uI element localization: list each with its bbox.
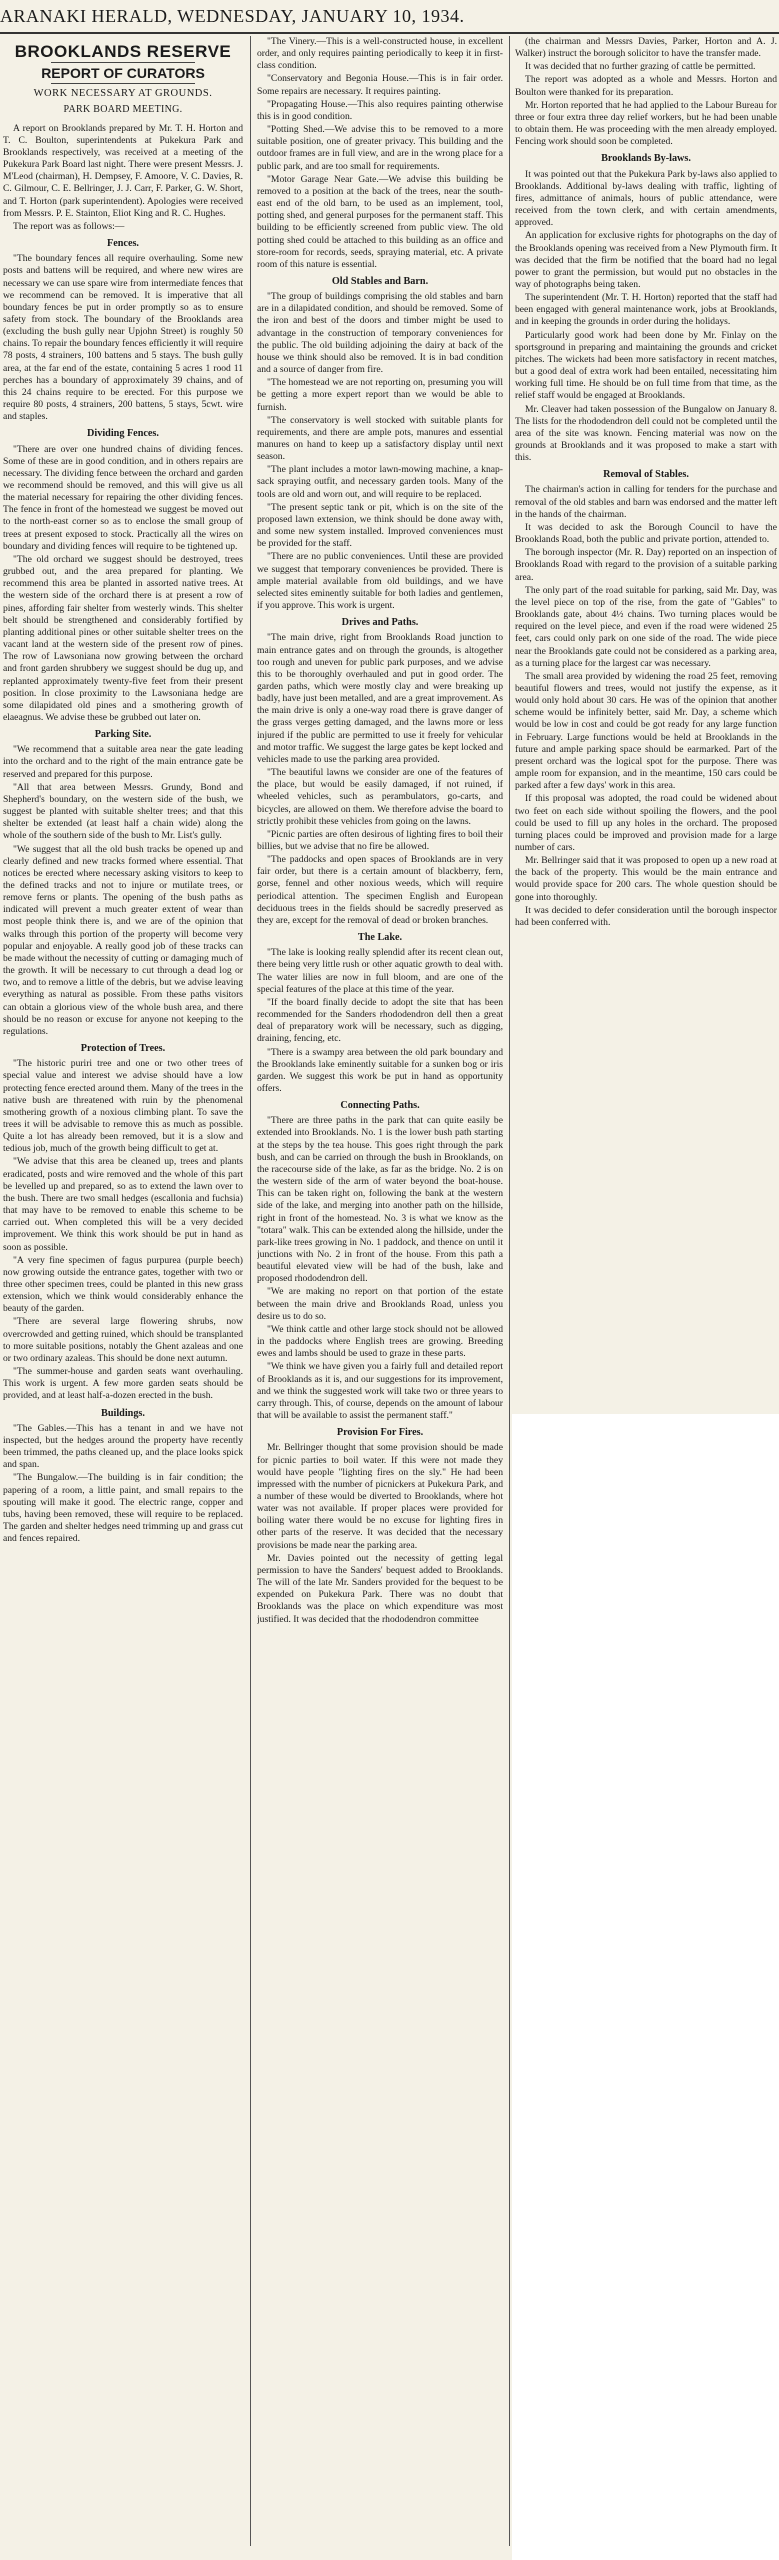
paragraph: "A very fine specimen of fagus purpurea (purple beech) now growing outside the entrance gates, together with two or three other specimen trees, could be planted in this new grass extension, which we think would considerably enhance the beauty of the garden. — [3, 1254, 243, 1315]
paragraph: "There are no public conveniences. Until these are provided we suggest that temporary conveniences be provided. There is ample material available from old buildings, and we have selected sites eminently suitable for both ladies and gentlemen, if you approve. This work is urgent. — [257, 551, 503, 612]
paragraph: "The beautiful lawns we consider are one of the features of the place, but would be easily damaged, if not ruined, if wheeled vehicles, such as perambulators, go-carts, and bicycles, are allowed on them. We therefore advise the board to strictly prohibit these vehicles from going on the lawns. — [257, 767, 503, 827]
paragraph: The chairman's action in calling for tenders for the purchase and removal of the old stables and barn was endorsed and the matter left in the hands of the chairman. — [515, 484, 777, 520]
paragraph: The borough inspector (Mr. R. Day) reported on an inspection of Brooklands Road with regard to the provision of a suitable parking area. — [515, 547, 777, 583]
section-heading: Provision For Fires. — [336, 1427, 424, 1439]
column-1 — [3, 36, 243, 2546]
paragraph: "If the board finally decide to adopt the site that has been recommended for the Sanders rhododendron dell then a great deal of preparatory work will be necessary, such as digging, draining, fencing, etc. — [257, 996, 503, 1045]
sub-subheadline: WORK NECESSARY AT GROUNDS. — [33, 88, 213, 100]
paragraph: "All that area between Messrs. Grundy, Bond and Shepherd's boundary, on the western side of the bush, we suggest be planted with suitable shelter trees; and that this shelter be extended (at least half a chain wide) along the whole of the southern side of the bush to Mr. List's gully. — [3, 781, 243, 842]
paragraph: "The Bungalow.—The building is in fair condition; the papering of a room, a little paint, and small repairs to the spouting will make it good. The electric range, copper and tubs, having been removed, these will require to be replaced. The garden and shelter hedges need trimming up and grass cut and fences repaired. — [3, 1472, 243, 1545]
paragraph: "We think we have given you a fairly full and detailed report of Brooklands as it is, and our suggestions for its improvement, and we think the suggested work will take two or three years to carry through. This, of course, depends on the amount of labour that will be available to assist the permanent staff." — [257, 1361, 503, 1422]
section-heading: Connecting Paths. — [340, 1100, 420, 1112]
paragraph: "The Vinery.—This is a well-constructed house, in excellent order, and only requires painting periodically to keep it in first-class condition. — [257, 36, 503, 72]
paragraph: It was pointed out that the Pukekura Park by-laws also applied to Brooklands. Additional by-laws dealing with traffic, lighting of fires, admittance of animals, hours of public attendance, were received from the town clerk, and with certain amendments, approved. — [515, 168, 777, 229]
paragraph: It was decided that no further grazing of cattle be permitted. — [525, 61, 756, 73]
paragraph: "There are over one hundred chains of dividing fences. Some of these are in good condition, and in others repairs are necessary. The dividing fence between the orchard and garden we recommend should be removed, and this will give us all the material necessary for repairing the other dividing fences. The fence in front of the homestead we suggest be moved out to the north-east corner so as to enclose the small group of trees at present exposed to stock. Practically all the wires on boundary and dividing fences will require to be tightened up. — [3, 443, 243, 552]
paragraph: "The Gables.—This has a tenant in and we have not inspected, but the hedges around the property have recently been trimmed, the paths cleaned up, and the place looks spick and span. — [3, 1422, 243, 1471]
section-heading: Buildings. — [101, 1407, 145, 1419]
headline: BROOKLANDS RESERVE — [14, 42, 232, 61]
paragraph: "We suggest that all the old bush tracks be opened up and clearly defined and new tracks formed where essential. That notices be erected where necessary asking visitors to keep to the defined tracks and not to injure or mutilate trees, or remove ferns or plants. The opening of the bush paths as indicated will prevent a much greater extent of wear than most people think there is, and we are of the opinion that walks through this portion of the property will become very popular and enjoyable. A really good job of these tracks can be made without the necessity of cutting or damaging much of the growth. It will be necessary to cut through a dead log or two, and to remove a little of the debris, but we advise leaving everything as natural as possible. From these paths visitors can obtain a glorious view of the whole bush area, and there should be no reason or excuse for anyone not keeping to the regulations. — [3, 843, 243, 1037]
paragraph: "The homestead we are not reporting on, presuming you will be getting a more expert report than we would be able to furnish. — [257, 377, 503, 413]
masthead — [0, 0, 779, 34]
paragraph: "The plant includes a motor lawn-mowing machine, a knap-sack spraying outfit, and necessary garden tools. Many of the tools are old and worn out, and will require to be replaced. — [257, 464, 503, 500]
section-heading: Old Stables and Barn. — [331, 275, 429, 287]
column-3-body — [515, 36, 777, 929]
paragraph: The only part of the road suitable for parking, said Mr. Day, was the level piece on top of the rise, from the gate of "Gables" to Brooklands gate, about 4½ chains. Two turning places would be required on the level piece, and even if the road were widened 25 feet, cars could only park on one side of the road. The wide piece near the Brooklands gate could not be considered as a parking area, as a turning place for the largest car was necessary. — [515, 584, 777, 669]
paragraph: "The present septic tank or pit, which is on the site of the proposed lawn extension, we think should be done away with, and some new system installed. Improved conveniences must be provided for the staff. — [257, 501, 503, 550]
paragraph: "There are three paths in the park that can quite easily be extended into Brooklands. No. 1 is the lower bush path starting at the steps by the tea house. This goes right through the park bush, and can be carried on through the bush in Brooklands, on the racecourse side of the lake, as far as the bridge. No. 2 is on the western side of the arm of water beyond the boat-house. This can be taken right on, following the bank at the western side of the lake, and merging into another path on the hillside, right in front of the homestead. No. 3 is what we know as the "totara" walk. This can be extended along the hillside, under the park-like trees growing in No. 1 paddock, and thence on until it junctions with No. 2 in front of the house. From this path a beautiful elevated view will be had of the bush, lake and proposed rhododendron dell. — [257, 1115, 503, 1285]
paragraph: The report was adopted as a whole and Messrs. Horton and Boulton were thanked for its preparation. — [515, 74, 777, 98]
paragraph: "Propagating House.—This also requires painting otherwise this is in good condition. — [257, 98, 503, 122]
paragraph: "Picnic parties are often desirous of lighting fires to boil their billies, but we advise that no fire be allowed. — [257, 828, 503, 852]
paragraph: "The conservatory is well stocked with suitable plants for requirements, and there are ample pots, manures and essential manures on hand to keep up a satisfactory display until next season. — [257, 414, 503, 463]
paragraph: "There is a swampy area between the old park boundary and the Brooklands lake eminently suitable for a sunken bog or iris garden. We suggest this work be put in hand as opportunity offers. — [257, 1046, 503, 1094]
paragraph: "We think cattle and other large stock should not be allowed in the paddocks where English trees are growing. Breeding ewes and lambs should be used to graze in these parts. — [257, 1323, 503, 1360]
section-heading: Brooklands By-laws. — [601, 153, 691, 165]
paragraph: An application for exclusive rights for photographs on the day of the Brooklands opening was received from a New Plymouth firm. It was decided that the firm be notified that the board had no legal power to grant the permission, but would put no obstacles in the way of photographs being taken. — [515, 230, 777, 290]
paragraph: Mr. Horton reported that he had applied to the Labour Bureau for three or four extra three day relief workers, but he had been unable to obtain them. He was proceeding with the men already employed. Fencing work should soon be completed. — [515, 99, 777, 148]
paragraph: "The historic puriri tree and one or two other trees of special value and interest we advise should have a low protecting fence erected around them. Many of the trees in the native bush are threatened with ruin by the phenomenal smothering growth of a noxious climbing plant. To save the trees it will be advisable to remove this as much as possible. Quite a lot has already been removed, but it is a slow and tedious job, much of the growth being difficult to get at. — [3, 1058, 243, 1155]
paragraph: "The paddocks and open spaces of Brooklands are in very fair order, but there is a certain amount of blackberry, fern, gorse, fennel and other noxious weeds, which will require periodical attention. The specimen English and European deciduous trees in the fields should be sacredly preserved as they are, except for the removal of dead or broken branches. — [257, 854, 503, 926]
headline-rule — [51, 62, 195, 63]
section-heading: Drives and Paths. — [341, 617, 419, 629]
paragraph: "We recommend that a suitable area near the gate leading into the orchard and to the right of the main entrance gate be reserved and prepared for this purpose. — [3, 744, 243, 780]
paragraph: It was decided to defer consideration until the borough inspector had been conferred with. — [515, 904, 777, 928]
paragraph: Particularly good work had been done by Mr. Finlay on the sportsground in preparing and maintaining the grounds and cricket pitches. The wickets had been more satisfactory in recent matches, but a good deal of extra work had been entailed, necessitating him working full time. He should be on full time from that time, as the relief staff would be engaged at Brooklands. — [515, 329, 777, 402]
section-heading: The Lake. — [357, 932, 403, 944]
paragraph: "The group of buildings comprising the old stables and barn are in a dilapidated condition, and should be removed. Some of the iron and best of the doors and timber might be used to advantage in the construction of temporary conveniences for the public. The old building adjoining the dairy at back of the house we think should also be removed. It is in bad condition and a source of danger from fire. — [257, 291, 503, 376]
column-1-body — [3, 123, 243, 1546]
section-heading: Protection of Trees. — [80, 1043, 166, 1055]
subhead-rule — [51, 83, 195, 84]
masthead-title: ARANAKI HERALD, WEDNESDAY, JANUARY 10, 1934. — [0, 6, 465, 26]
paragraph: "The lake is looking really splendid after its recent clean out, there being very little rush or other aquatic growth to deal with. The water lilies are now in full bloom, and are one of the special features of the place at this time of the year. — [257, 947, 503, 995]
paragraph: The report was as follows:— — [13, 220, 125, 232]
column-2 — [257, 36, 503, 2546]
blank-page-area — [512, 1414, 779, 2560]
section-heading: Removal of Stables. — [603, 469, 689, 481]
column-2-body — [257, 36, 503, 1626]
column-3 — [515, 36, 777, 1416]
paragraph: Mr. Cleaver had taken possession of the Bungalow on January 8. The lists for the rhododendron dell could not be completed until the area of the site was known. Fencing material was now on the grounds at Brooklands and it was proposed to make a start with this. — [515, 403, 777, 464]
dateline: PARK BOARD MEETING. — [63, 104, 183, 116]
paragraph: It was decided to ask the Borough Council to have the Brooklands Road, both the public and private portion, attended to. — [515, 521, 777, 546]
paragraph: "The old orchard we suggest should be destroyed, trees grubbed out, and the area prepared for planting. We recommend this area be planted in assorted native trees. At the western side of the orchard there is at present a row of pines, affording fair shelter from westerly winds. This shelter belt should be strengthened and considerably fortified by planting additional pines or other suitable shelter trees on the vacant land at the western side of the present row of pines. The row of Lawsoniana now growing between the orchard and front garden shrubbery we suggest should be dug up, and replanted approximately twenty-five feet from their present position. In close proximity to the Lawsoniana hedge are some dilapidated old pines and a smothering growth of elaeagnus. We advise these be grubbed out later on. — [3, 553, 243, 723]
paragraph: A report on Brooklands prepared by Mr. T. H. Horton and T. C. Boulton, superintendents at Pukekura Park and Brooklands respectively, was received at a meeting of the Pukekura Park Board last night. There were present Messrs. J. M'Leod (chairman), H. Dempsey, F. Amoore, V. C. Davies, R. C. Gilmour, C. E. Bellringer, J. J. Carr, F. Parker, G. W. Short, and T. Horton (park superintendent). Apologies were received from Messrs. P. E. Stainton, Eliot King and R. C. Hughes. — [3, 122, 243, 219]
section-heading: Fences. — [107, 238, 139, 250]
paragraph: The superintendent (Mr. T. H. Horton) reported that the staff had been engaged with general maintenance work, jobs at Brooklands, and in keeping the grounds in order during the holidays. — [515, 292, 777, 328]
section-heading: Dividing Fences. — [87, 428, 159, 440]
paragraph: Mr. Bellringer said that it was proposed to open up a new road at the back of the property. This would be the main entrance and would provide space for 200 cars. The whole question should be gone into thoroughly. — [515, 855, 777, 903]
paragraph: "Conservatory and Begonia House.—This is in fair order. Some repairs are necessary. It requires painting. — [257, 73, 503, 97]
paragraph: "Potting Shed.—We advise this to be removed to a more suitable position, one of greater privacy. This building and the outdoor frames are in full view, and are in the wrong place for a public park, and are too small for requirements. — [257, 124, 503, 172]
paragraph: If this proposal was adopted, the road could be widened about two feet on each side without spoiling the flowers, and the pool could be used to fill up any holes in the orchard. The proposed turning places could be improved and provision made for a large number of cars. — [515, 793, 777, 853]
paragraph: Mr. Bellringer thought that some provision should be made for picnic parties to boil water. If this were not made they would have people "lighting fires on the sly." He had been impressed with the number of picnickers at Pukekura Park, and a number of these would be diverted to Brooklands, where hot water was not available. If proper places were provided for boiling water there would be no excuse for lighting fires in other parts of the reserve. It was decided that the necessary provisions be made near the parking area. — [257, 1442, 503, 1551]
paragraph: "The main drive, right from Brooklands Road junction to main entrance gates and on through the grounds, is altogether too rough and uneven for public park purposes, and we advise this to be thoroughly overhauled and put in good order. The garden paths, which were mostly clay and were breaking up badly, have just been metalled, and are a great improvement. As the main drive is only a one-way road there is grave danger of the grass verges getting damaged, and the lawns more or less injured if the public are permitted to use it freely for vehicular and motor traffic. We suggest the large gates be kept locked and vehicles made to use the parking area provided. — [257, 632, 503, 765]
paragraph: "Motor Garage Near Gate.—We advise this building be removed to a position at the back of the trees, near the south-east end of the old barn, to be used as an implement, tool, potting shed, and general purposes for the permanent staff. This building to be efficiently screened from public view. The old potting shed could be attached to this building as an office and store-room for records, seeds, spraying material, etc. A private room of this nature is essential. — [257, 173, 503, 270]
paragraph: "There are several large flowering shrubs, now overcrowded and getting ruined, which should be transplanted to more suitable positions, notably the Ghent azaleas and one or two ordinary azaleas. This should be done next autumn. — [3, 1316, 243, 1364]
paragraph: "We are making no report on that portion of the estate between the main drive and Brooklands Road, unless you desire us to do so. — [257, 1286, 503, 1322]
paragraph: Mr. Davies pointed out the necessity of getting legal permission to have the Sanders' bequest added to Brooklands. The will of the late Mr. Sanders provided for the bequest to be expended on Pukekura Park. There was no doubt that Brooklands was the place on which expenditure was most justified. It was decided that the rhododendron committee — [257, 1552, 503, 1625]
paragraph: The small area provided by widening the road 25 feet, removing beautiful flowers and trees, would not justify the expense, as it would only hold about 30 cars. He was of the opinion that another scheme would be infinitely better, said Mr. Day, a scheme which would be low in cost and could be got ready for any large function in February. Large functions would be held at Brooklands in the future and ample parking space should be earmarked. Part of the present orchard was the logical spot for the purpose. There was ample room for expansion, and in the meantime, 150 cars could be parked after a few days' work in this area. — [515, 670, 777, 792]
paragraph: (the chairman and Messrs Davies, Parker, Horton and A. J. Walker) instruct the borough solicitor to have the transfer made. — [515, 36, 777, 60]
paragraph: "The boundary fences all require overhauling. Some new posts and battens will be required, and where new wires are necessary we can use spare wire from intermediate fences that we recommend can be removed. It is imperative that all boundary fences be put in order promptly so as to ensure safety from stock. The boundary of the Brooklands area (excluding the bush gully near Upjohn Street) is roughly 50 chains. To repair the boundary fences efficiently it will require 78 posts, 4 strainers, 100 battens and 5 stays. The bush gully area, at the far end of the estate, containing 5 acres 1 rood 11 perches has a boundary of approximately 39 chains, and of this 24 chains require to be erected. For this purpose we require 80 posts, 4 strainers, 200 battens, 5 stays, 5cwt. wire and staples. — [3, 253, 243, 423]
section-heading: Parking Site. — [94, 729, 152, 741]
subheadline: REPORT OF CURATORS — [41, 65, 205, 82]
paragraph: "We advise that this area be cleaned up, trees and plants eradicated, posts and wire removed and the whole of this part be levelled up and prepared, so as to extend the lawn over to the bush. There are two small hedges (escallonia and fuchsia) that may have to be removed to enable this scheme to be carried out. When completed this will be a very decided improvement. We think this work should be put in hand as soon as possible. — [3, 1156, 243, 1253]
paragraph: "The summer-house and garden seats want overhauling. This work is urgent. A few more garden seats should be provided, and at least half-a-dozen erected in the bush. — [3, 1366, 243, 1402]
